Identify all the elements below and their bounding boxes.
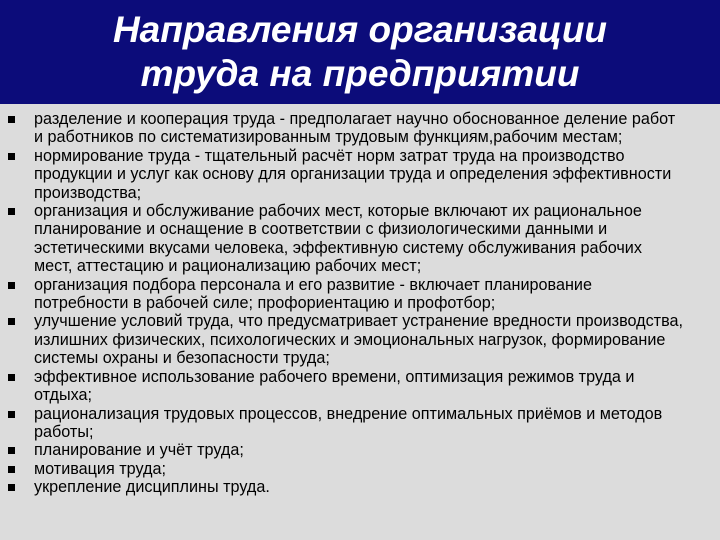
list-item [0, 276, 684, 313]
list-item-text: нормирование труда - тщательный расчёт норм затрат труда на производство продукции и услуг как основу для организации труда и определения эффективности производства; [34, 146, 672, 202]
page-title: Направления организации труда на предприятии [112, 9, 608, 94]
list-item-text: планирование и учёт труда; [34, 441, 244, 460]
square-bullet-icon [8, 153, 15, 160]
list-item-text: организация и обслуживание рабочих мест, которые включают их рациональное планирование и оснащение в соответствии с физиологическими данными и эстетическими вкусами человека, эффективную систему обслуживания рабочих мест, аттестацию и рационализацию рабочих мест; [34, 202, 642, 276]
square-bullet-icon [8, 484, 15, 491]
square-bullet-icon [8, 318, 15, 325]
list-item-text: разделение и кооперация труда - предполагает научно обоснованное деление работ и работников по систематизированным трудовым функциям,рабочим местам; [34, 110, 676, 147]
list-item [0, 441, 684, 459]
list-item [0, 202, 684, 276]
list-item [0, 147, 684, 202]
list-item [0, 460, 684, 478]
square-bullet-icon [8, 116, 15, 123]
list-item-text: укрепление дисциплины труда. [34, 478, 270, 497]
square-bullet-icon [8, 282, 15, 289]
list-item-text: организация подбора персонала и его развитие - включает планирование потребности в рабочей силе; профориентацию и профотбор; [34, 275, 592, 313]
list-item [0, 405, 684, 442]
directions-list [0, 110, 720, 497]
list-item-text: эффективное использование рабочего времени, оптимизация режимов труда и отдыха; [34, 367, 635, 405]
title-banner [0, 0, 720, 104]
square-bullet-icon [8, 447, 15, 454]
list-item-text: рационализация трудовых процессов, внедрение оптимальных приёмов и методов работы; [34, 404, 663, 441]
square-bullet-icon [8, 208, 15, 215]
list-item-text: улучшение условий труда, что предусматривает устранение вредности производства, излишних физических, психологических и эмоциональных нагрузок, формирование системы охраны и безопасности труда; [34, 312, 683, 368]
square-bullet-icon [8, 466, 15, 473]
list-item [0, 312, 684, 367]
list-item [0, 478, 684, 496]
list-item [0, 110, 684, 147]
list-item-text: мотивация труда; [34, 459, 166, 478]
list-item [0, 368, 684, 405]
square-bullet-icon [8, 374, 15, 381]
square-bullet-icon [8, 411, 15, 418]
